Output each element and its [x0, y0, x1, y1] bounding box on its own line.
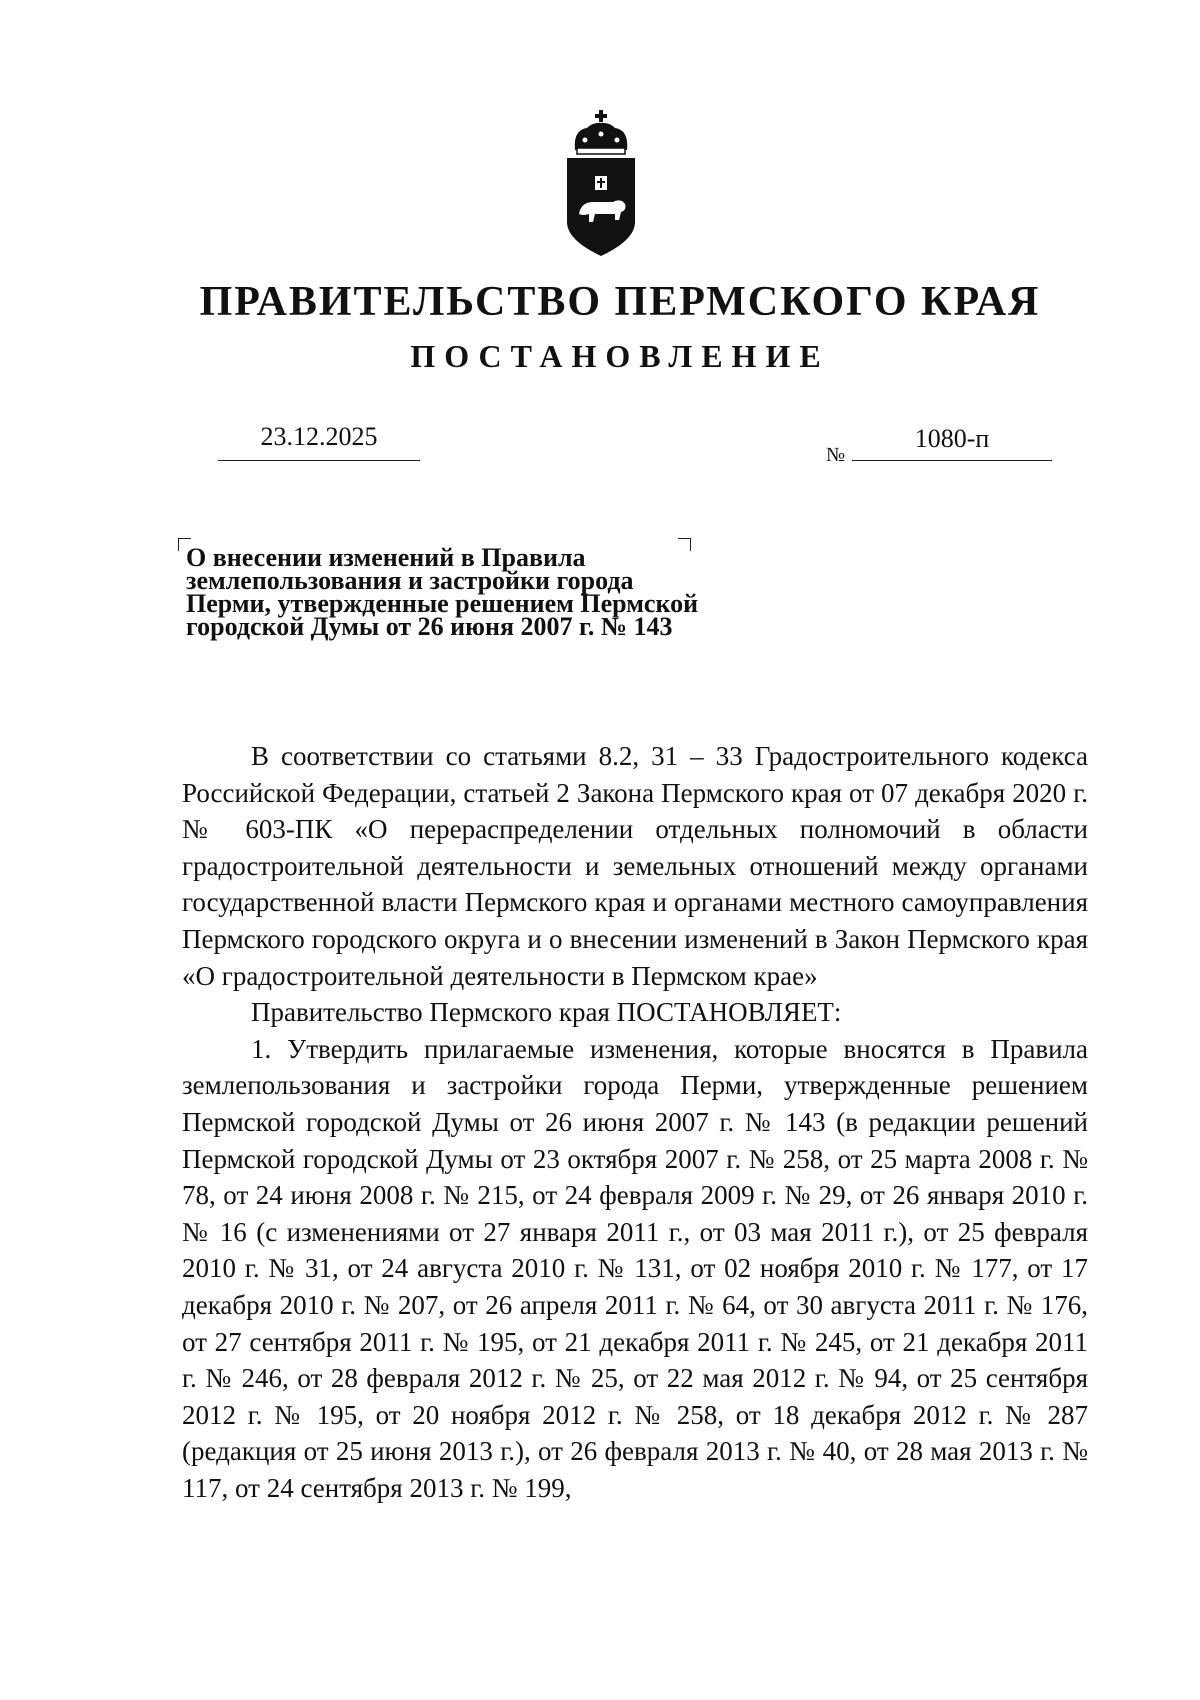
- document-body: [182, 738, 1088, 1506]
- organization-title: ПРАВИТЕЛЬСТВО ПЕРМСКОГО КРАЯ: [199, 279, 1041, 325]
- document-subject: О внесении изменений в Правила землепользования и застройки города Перми, утвержденные решением Пермской городской Думы от 26 июня 2007 г. № 143: [186, 543, 699, 641]
- document-type: ПОСТАНОВЛЕНИЕ: [410, 338, 830, 374]
- body-paragraph: Правительство Пермского края ПОСТАНОВЛЯЕТ:: [251, 997, 842, 1028]
- document-number: 1080-п: [852, 424, 1052, 461]
- body-paragraph: 1. Утвердить прилагаемые изменения, которые вносятся в Правила землепользования и застройки города Перми, утвержденные решением Пермской городской Думы от 26 июня 2007 г. № 143 (в редакции решений Пермской городской Думы от 23 октября 2007 г. № 258, от 25 марта 2008 г. № 78, от 24 июня 2008 г. № 215, от 24 февраля 2009 г. № 29, от 26 января 2010 г. № 16 (с изменениями от 27 января 2011 г., от 03 мая 2011 г.), от 25 февраля 2010 г. № 31, от 24 августа 2010 г. № 131, от 02 ноября 2010 г. № 177, от 17 декабря 2010 г. № 207, от 26 апреля 2011 г. № 64, от 30 августа 2011 г. № 176, от 27 сентября 2011 г. № 195, от 21 декабря 2011 г. № 245, от 21 декабря 2011 г. № 246, от 28 февраля 2012 г. № 25, от 22 мая 2012 г. № 94, от 25 сентября 2012 г. № 195, от 20 ноября 2012 г. № 258, от 18 декабря 2012 г. № 287 (редакция от 25 июня 2013 г.), от 26 февраля 2013 г. № 40, от 28 мая 2013 г. № 117, от 24 сентября 2013 г. № 199,: [182, 1033, 1088, 1503]
- number-label: №: [826, 444, 846, 466]
- document-date: 23.12.2025: [218, 422, 420, 461]
- coat-of-arms-icon: [565, 110, 637, 260]
- body-paragraph: В соответствии со статьями 8.2, 31 – 33 Градостроительного кодекса Российской Федерации, статьей 2 Закона Пермского края от 07 декабря 2020 г. № 603-ПК «О перераспределении отдельных полномочий в области градостроительной деятельности и земельных отношений между органами государственной власти Пермского края и органами местного самоуправления Пермского городского округа и о внесении изменений в Закон Пермского края «О градостроительной деятельности в Пермском крае»: [182, 741, 1088, 991]
